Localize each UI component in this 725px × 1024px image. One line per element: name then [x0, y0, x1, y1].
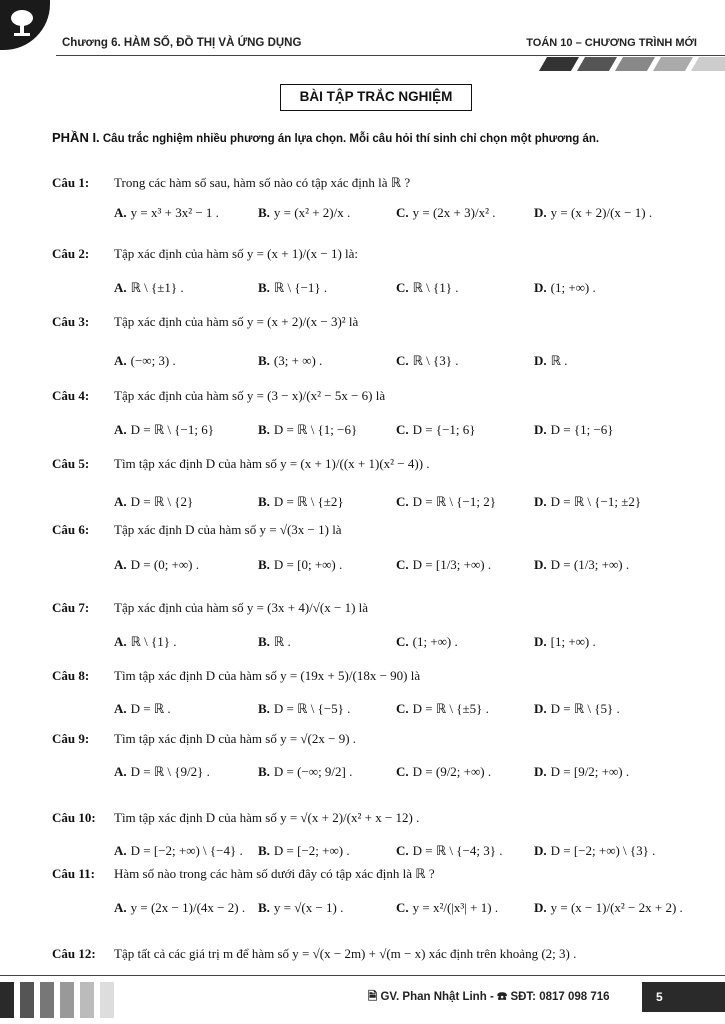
option-d[interactable]: D. ℝ . — [534, 353, 568, 368]
question-text: Tìm tập xác định D của hàm số y = √(2x − 9) . — [114, 731, 357, 746]
question-number: Câu 1: — [52, 175, 90, 190]
option-b[interactable]: B. D = [−2; +∞) . — [258, 843, 350, 858]
question-text: Tập xác định của hàm số y = (3x + 4)/√(x − 1) là — [114, 600, 369, 615]
question-text: Tập xác định của hàm số y = (3 − x)/(x² − 5x − 6) là — [114, 388, 386, 403]
option-a[interactable]: A. ℝ \ {1} . — [114, 634, 177, 649]
question-number: Câu 8: — [52, 668, 90, 683]
option-b[interactable]: B. D = (−∞; 9/2] . — [258, 764, 353, 779]
option-a[interactable]: A. (−∞; 3) . — [114, 353, 176, 368]
part-heading — [52, 128, 680, 149]
option-d[interactable]: D. [1; +∞) . — [534, 634, 596, 649]
question-number: Câu 3: — [52, 314, 90, 329]
page-number: 5 — [642, 982, 725, 1012]
part-instructions: Câu trắc nghiệm nhiều phương án lựa chọn. Mỗi câu hỏi thí sinh chỉ chọn một phương án. — [102, 133, 600, 145]
option-b[interactable]: B. ℝ \ {−1} . — [258, 280, 328, 295]
chapter-title: Chương 6. HÀM SỐ, ĐỒ THỊ VÀ ỨNG DỤNG — [62, 37, 302, 49]
question-text: Tập xác định của hàm số y = (x + 2)/(x − 3)² là — [114, 314, 359, 329]
option-d[interactable]: D. y = (x + 2)/(x − 1) . — [534, 205, 653, 220]
question-text: Tìm tập xác định D của hàm số y = (x + 1)/((x + 1)(x² − 4)) . — [114, 456, 430, 471]
option-a[interactable]: A. D = (0; +∞) . — [114, 557, 199, 572]
option-c[interactable]: C. D = (9/2; +∞) . — [396, 764, 492, 779]
option-d[interactable]: D. D = {1; −6} — [534, 422, 614, 437]
option-a[interactable]: A. D = ℝ . — [114, 701, 171, 716]
section-title: BÀI TẬP TRẮC NGHIỆM — [280, 84, 472, 111]
question-number: Câu 7: — [52, 600, 90, 615]
question-text: Trong các hàm số sau, hàm số nào có tập xác định là ℝ ? — [114, 175, 411, 190]
question-number: Câu 6: — [52, 522, 90, 537]
question-number: Câu 9: — [52, 731, 90, 746]
option-d[interactable]: D. D = [−2; +∞) \ {3} . — [534, 843, 656, 858]
option-c[interactable]: C. y = x²/(|x³| + 1) . — [396, 900, 499, 915]
option-b[interactable]: B. D = ℝ \ {1; −6} — [258, 422, 358, 437]
option-d[interactable]: D. D = [9/2; +∞) . — [534, 764, 630, 779]
question-number: Câu 10: — [52, 810, 96, 825]
question-number: Câu 5: — [52, 456, 90, 471]
option-a[interactable]: A. D = [−2; +∞) \ {−4} . — [114, 843, 243, 858]
option-b[interactable]: B. D = ℝ \ {−5} . — [258, 701, 351, 716]
footer-divider — [0, 975, 725, 976]
header-stripes — [515, 57, 725, 71]
option-d[interactable]: D. y = (x − 1)/(x² − 2x + 2) . — [534, 900, 683, 915]
option-d[interactable]: D. D = ℝ \ {5} . — [534, 701, 620, 716]
footer-bars — [0, 982, 130, 1018]
option-c[interactable]: C. y = (2x + 3)/x² . — [396, 205, 496, 220]
course-title: TOÁN 10 – CHƯƠNG TRÌNH MỚI — [526, 37, 697, 49]
option-a[interactable]: A. D = ℝ \ {9/2} . — [114, 764, 210, 779]
option-a[interactable]: A. D = ℝ \ {−1; 6} — [114, 422, 214, 437]
question-text: Hàm số nào trong các hàm số dưới đây có tập xác định là ℝ ? — [114, 866, 435, 881]
phone-icon: ☎ — [496, 991, 508, 1003]
option-c[interactable]: C. D = ℝ \ {−1; 2} — [396, 494, 496, 509]
option-a[interactable]: A. ℝ \ {±1} . — [114, 280, 184, 295]
option-b[interactable]: B. ℝ . — [258, 634, 291, 649]
option-b[interactable]: B. D = ℝ \ {±2} — [258, 494, 344, 509]
option-c[interactable]: C. D = {−1; 6} — [396, 422, 476, 437]
question-text: Tập xác định của hàm số y = (x + 1)/(x − 1) là: — [114, 246, 359, 261]
option-c[interactable]: C. ℝ \ {1} . — [396, 280, 459, 295]
question-text: Tập xác định D của hàm số y = √(3x − 1) là — [114, 522, 342, 537]
option-b[interactable]: B. D = [0; +∞) . — [258, 557, 343, 572]
option-c[interactable]: C. ℝ \ {3} . — [396, 353, 459, 368]
option-a[interactable]: A. D = ℝ \ {2} — [114, 494, 194, 509]
option-b[interactable]: B. y = (x² + 2)/x . — [258, 205, 351, 220]
part-label: PHẦN I. — [52, 130, 100, 145]
option-c[interactable]: C. D = [1/3; +∞) . — [396, 557, 492, 572]
question-number: Câu 12: — [52, 946, 96, 961]
question-text: Tìm tập xác định D của hàm số y = √(x + 2)/(x² + x − 12) . — [114, 810, 420, 825]
option-d[interactable]: D. D = ℝ \ {−1; ±2} — [534, 494, 642, 509]
option-a[interactable]: A. y = x³ + 3x² − 1 . — [114, 205, 219, 220]
option-d[interactable]: D. (1; +∞) . — [534, 280, 596, 295]
question-number: Câu 4: — [52, 388, 90, 403]
author-name: GV. Phan Nhật Linh — [380, 991, 487, 1003]
footer-contact: 🗎 GV. Phan Nhật Linh - ☎ SĐT: 0817 098 716 — [368, 991, 610, 1003]
tree-icon — [4, 6, 40, 40]
phone-number: SĐT: 0817 098 716 — [510, 991, 610, 1003]
document-icon: 🗎 — [368, 991, 378, 1003]
option-d[interactable]: D. D = (1/3; +∞) . — [534, 557, 630, 572]
option-c[interactable]: C. D = ℝ \ {−4; 3} . — [396, 843, 503, 858]
question-text: Tập tất cả các giá trị m để hàm số y = √(x − 2m) + √(m − x) xác định trên khoảng (2; 3) . — [114, 946, 577, 961]
option-b[interactable]: B. (3; + ∞) . — [258, 353, 323, 368]
option-b[interactable]: B. y = √(x − 1) . — [258, 900, 344, 915]
question-number: Câu 11: — [52, 866, 95, 881]
question-text: Tìm tập xác định D của hàm số y = (19x + 5)/(18x − 90) là — [114, 668, 421, 683]
header-divider — [56, 55, 725, 56]
logo — [0, 0, 50, 50]
option-c[interactable]: C. (1; +∞) . — [396, 634, 458, 649]
question-number: Câu 2: — [52, 246, 90, 261]
option-a[interactable]: A. y = (2x − 1)/(4x − 2) . — [114, 900, 246, 915]
option-c[interactable]: C. D = ℝ \ {±5} . — [396, 701, 489, 716]
